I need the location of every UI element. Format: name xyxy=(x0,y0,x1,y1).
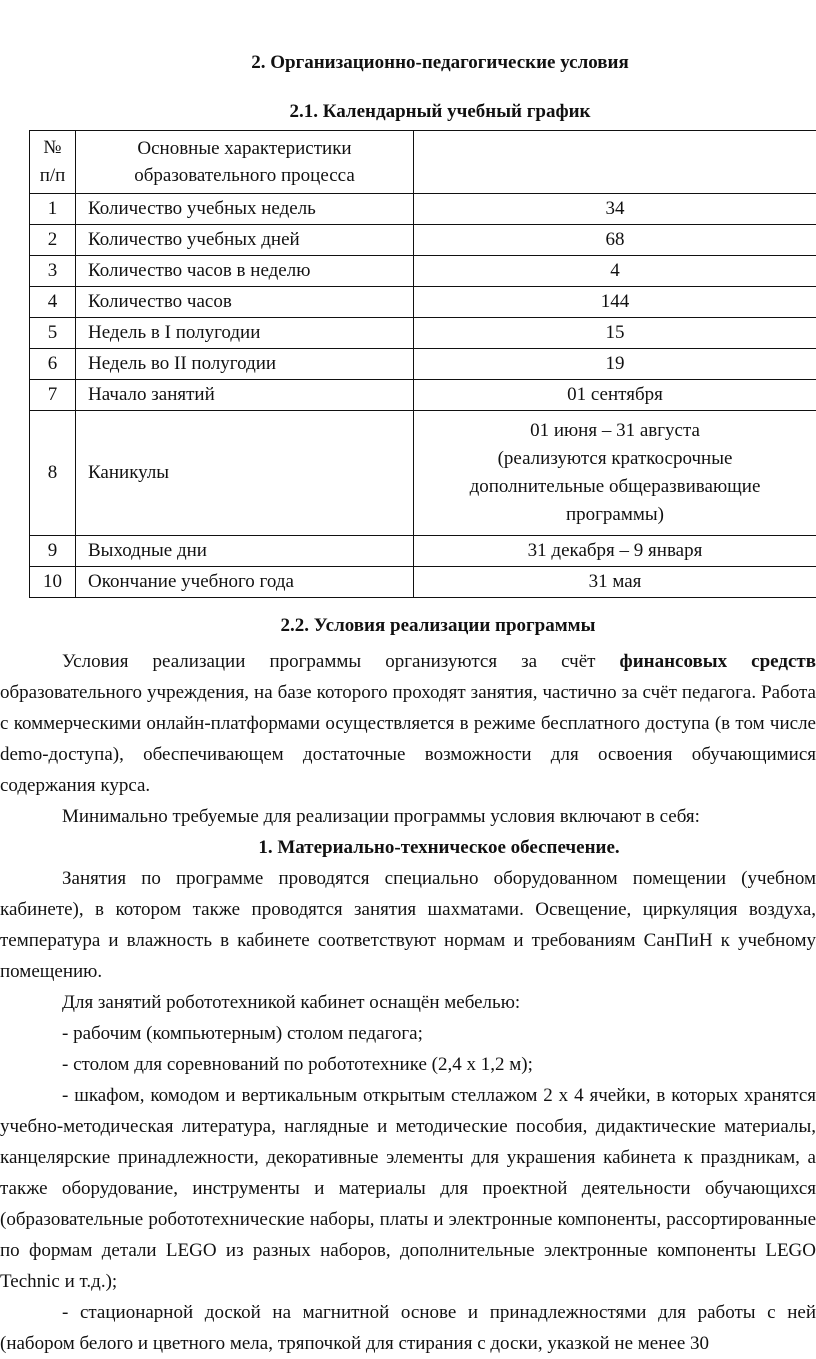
subheading-material: 1. Материально-техническое обеспечение. xyxy=(0,832,816,863)
calendar-title: 2.1. Календарный учебный график xyxy=(0,100,816,124)
vacation-line: (реализуются краткосрочные xyxy=(414,445,816,473)
header-char-line2: образовательного процесса xyxy=(76,162,413,189)
table-row xyxy=(30,287,816,318)
funding-text-start: Условия реализации программы организуются за счёт xyxy=(62,651,620,672)
section-title: 2. Организационно-педагогические условия xyxy=(0,51,816,75)
header-number-line1: № xyxy=(30,134,75,162)
row-number: 2 xyxy=(30,225,76,256)
table-row xyxy=(30,318,816,349)
row-number: 7 xyxy=(30,380,76,411)
row-number: 3 xyxy=(30,256,76,287)
row-value: 31 мая xyxy=(414,567,816,598)
table-row xyxy=(30,380,816,411)
paragraph-funding xyxy=(0,646,816,801)
row-label: Количество часов xyxy=(76,287,414,318)
paragraph-furniture: Для занятий робототехникой кабинет оснащён мебелью: xyxy=(0,987,816,1018)
table-row xyxy=(30,567,816,598)
vacation-line: дополнительные общеразвивающие xyxy=(414,473,816,501)
table-header-row xyxy=(30,131,816,194)
row-label: Недель в I полугодии xyxy=(76,318,414,349)
row-number: 5 xyxy=(30,318,76,349)
funding-text-end: образовательного учреждения, на базе которого проходят занятия, частично за счёт педагога. Работа с коммерческими онлайн-платформами осуществляется в режиме бесплатного доступа (в том числе demo-доступа), обеспечивающем достаточные возможности для освоения обучающимися содержания курса. xyxy=(0,682,816,796)
row-number: 8 xyxy=(30,411,76,536)
row-value: 68 xyxy=(414,225,816,256)
header-characteristics-cell xyxy=(76,131,414,194)
list-item: - рабочим (компьютерным) столом педагога; xyxy=(0,1018,816,1049)
conditions-title: 2.2. Условия реализации программы xyxy=(0,614,816,638)
header-number-cell xyxy=(30,131,76,194)
row-label: Выходные дни xyxy=(76,536,414,567)
funding-emphasis: финансовых средств xyxy=(620,651,816,672)
header-char-line1: Основные характеристики xyxy=(76,135,413,162)
body-text xyxy=(0,646,816,1359)
table-row xyxy=(30,194,816,225)
row-label: Количество часов в неделю xyxy=(76,256,414,287)
row-label: Начало занятий xyxy=(76,380,414,411)
row-value xyxy=(414,411,816,536)
calendar-table xyxy=(29,130,816,598)
row-number: 10 xyxy=(30,567,76,598)
header-number-line2: п/п xyxy=(30,162,75,190)
row-value: 19 xyxy=(414,349,816,380)
row-number: 9 xyxy=(30,536,76,567)
table-row xyxy=(30,256,816,287)
row-label: Каникулы xyxy=(76,411,414,536)
table-row xyxy=(30,349,816,380)
vacation-line: программы) xyxy=(414,501,816,529)
table-row xyxy=(30,225,816,256)
row-value: 31 декабря – 9 января xyxy=(414,536,816,567)
row-value: 34 xyxy=(414,194,816,225)
table-row xyxy=(30,536,816,567)
paragraph-minimum: Минимально требуемые для реализации программы условия включают в себя: xyxy=(0,801,816,832)
row-number: 1 xyxy=(30,194,76,225)
row-label: Окончание учебного года xyxy=(76,567,414,598)
row-label: Количество учебных дней xyxy=(76,225,414,256)
row-label: Недель во II полугодии xyxy=(76,349,414,380)
list-item: - столом для соревнований по робототехнике (2,4 х 1,2 м); xyxy=(0,1049,816,1080)
row-value: 01 сентября xyxy=(414,380,816,411)
row-number: 6 xyxy=(30,349,76,380)
list-item: - шкафом, комодом и вертикальным открытым стеллажом 2 х 4 ячейки, в которых хранятся учебно-методическая литература, наглядные и методические пособия, дидактические материалы, канцелярские принадлежности, декоративные элементы для украшения кабинета к праздникам, а также оборудование, инструменты и материалы для проектной деятельности обучающихся (образовательные робототехнические наборы, платы и электронные компоненты, рассортированные по формам детали LEGO из разных наборов, дополнительные электронные компоненты LEGO Technic и т.д.); xyxy=(0,1080,816,1297)
vacation-line: 01 июня – 31 августа xyxy=(414,417,816,445)
paragraph-room: Занятия по программе проводятся специально оборудованном помещении (учебном кабинете), в котором также проводятся занятия шахматами. Освещение, циркуляция воздуха, температура и влажность в кабинете соответствуют нормам и требованиям СанПиН к учебному помещению. xyxy=(0,863,816,987)
table-row xyxy=(30,411,816,536)
row-label: Количество учебных недель xyxy=(76,194,414,225)
header-value-cell xyxy=(414,131,816,194)
row-value: 4 xyxy=(414,256,816,287)
list-item: - стационарной доской на магнитной основе и принадлежностями для работы с ней (набором белого и цветного мела, тряпочкой для стирания с доски, указкой не менее 30 xyxy=(0,1297,816,1359)
row-number: 4 xyxy=(30,287,76,318)
row-value: 144 xyxy=(414,287,816,318)
row-value: 15 xyxy=(414,318,816,349)
